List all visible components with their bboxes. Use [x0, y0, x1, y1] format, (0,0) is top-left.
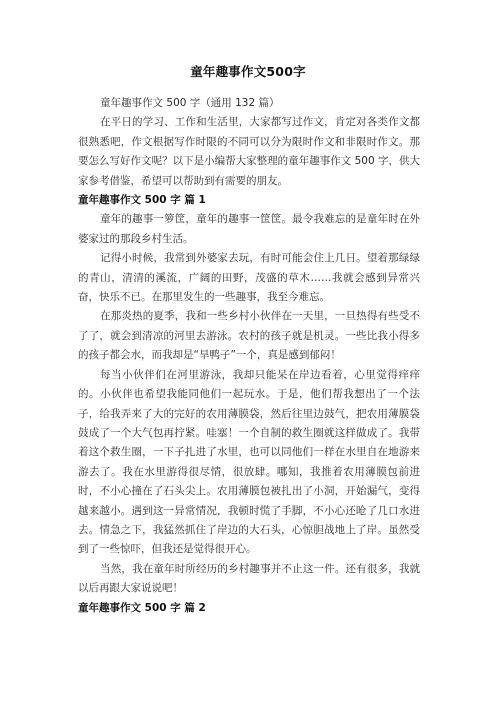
- subtitle-paragraph: 童年趣事作文 500 字（通用 132 篇）: [100, 97, 280, 109]
- intro-paragraph: 在平日的学习、工作和生活里，大家都写过作文，肯定对各类作文都很熟悉吧，作文根据写作时限的不同可以分为限时作文和非限时作文。那要怎么写好作文呢？以下是小编帮大家整理的童年趣事作文 500 字，供大家参考借鉴，希望可以帮助到有需要的朋友。: [78, 116, 420, 187]
- section-1-paragraph: 每当小伙伴们在河里游泳，我却只能呆在岸边看着，心里觉得痒痒的。小伙伴也希望我能同他们一起玩水。于是，他们帮我想出了一个法子，给我弄来了大的完好的农用薄膜袋，然后往里边鼓气，把农用薄膜袋鼓成了一个大气包再拧紧。哇塞！一个自制的救生圈就这样做成了。我带着这个救生圈，一下子扎进了水里，也可以同他们一样在水里自在地游来游去了。我在水里游得很尽情，很放肆。哪知，我推着农用薄膜包前进时，不小心撞在了石头尖上。农用薄膜包被扎出了小洞，开始漏气，变得越来越小。遇到这一异常情况，我顿时慌了手脚，不小心还呛了几口水进去。情急之下，我猛然抓住了岸边的大石头，心惊胆战地上了岸。虽然受到了一些惊吓，但我还是觉得很开心。: [78, 368, 420, 556]
- section-1-paragraph: 童年的趣事一箩筐，童年的趣事一筐筐。最令我难忘的是童年时在外婆家过的那段乡村生活。: [78, 213, 420, 245]
- section-1-paragraph: 记得小时候，我常到外婆家去玩，有时可能会住上几日。望着那绿绿的青山，清清的溪流，广阔的田野，茂盛的草木……我就会感到异常兴奋，快乐不已。在那里发生的一些趣事，我至今难忘。: [78, 252, 420, 304]
- document-body: [78, 94, 420, 618]
- section-2-heading: 童年趣事作文 500 字 篇 2: [78, 601, 206, 614]
- section-1-heading: 童年趣事作文 500 字 篇 1: [78, 194, 206, 207]
- section-1-paragraph: 在那炎热的夏季，我和一些乡村小伙伴在一天里，一旦热得有些受不了了，就会到清凉的河里去游泳。农村的孩子就是机灵。一些比我小得多的孩子都会水，而我却是“旱鸭子”一个，真是感到郁闷！: [78, 310, 420, 362]
- section-1-paragraph: 当然，我在童年时所经历的乡村趣事并不止这一件。还有很多，我就以后再跟大家说说吧！: [78, 562, 420, 595]
- document-title: 童年趣事作文500字: [190, 64, 306, 79]
